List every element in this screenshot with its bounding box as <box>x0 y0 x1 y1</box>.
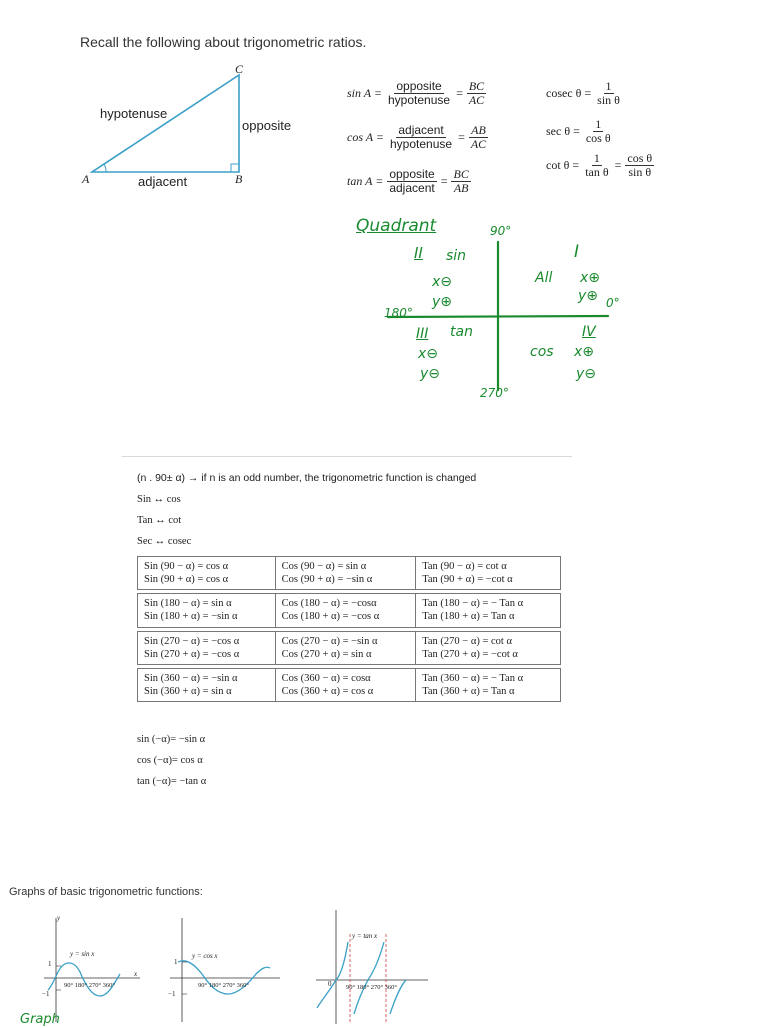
odd-n-note: (n . 90± α) → if n is an odd number, the trigonometric function is changed <box>137 472 477 484</box>
sin-graph <box>36 912 146 1024</box>
graphs-heading: Graphs of basic trigonometric functions: <box>9 886 203 898</box>
page-heading: Recall the following about trigonometric ratios. <box>80 34 367 50</box>
label-adjacent: adjacent <box>138 174 188 189</box>
q4-roman: IV <box>582 324 596 340</box>
q1-x: x⊕ <box>580 270 601 286</box>
tick-neg-one: −1 <box>42 990 50 998</box>
cos-graph <box>162 912 286 1024</box>
cos-curve-label: y = cos x <box>192 952 218 960</box>
sec-formula: sec θ = $\frac{1}{\text{cos θ}}$ <box>546 117 611 145</box>
q2-roman: II <box>414 244 423 262</box>
table-row <box>138 594 561 627</box>
q2-y: y⊕ <box>432 294 453 310</box>
table-cell: Sin (360 − α) = −sin α Sin (360 + α) = sin α <box>138 668 276 701</box>
table-cell: Cos (90 − α) = sin α Cos (90 + α) = −sin α <box>275 557 416 590</box>
tick-one: 1 <box>48 960 52 968</box>
sin-formula: sin A = $\frac{\text{opposite}}{\text{hypotenuse}}$ = $\frac{BC}{AC}$ <box>347 79 485 107</box>
table-row <box>138 668 561 701</box>
q3-y: y⊖ <box>420 366 441 382</box>
reduction-formulas-table <box>137 556 561 702</box>
sin-curve-label: y = sin x <box>70 950 95 958</box>
q2-fn: sin <box>446 248 467 264</box>
deg-90: 90° <box>490 224 512 238</box>
cosec-formula: cosec θ = $\frac{1}{\text{sin θ}}$ <box>546 79 620 107</box>
table-cell: Sin (270 − α) = −cos α Sin (270 + α) = −cos α <box>138 631 276 664</box>
table-cell: Tan (90 − α) = cot α Tan (90 + α) = −cot α <box>416 557 561 590</box>
vertex-c: C <box>235 62 244 76</box>
q3-x: x⊖ <box>418 346 439 362</box>
axis-x-label: x <box>134 970 138 978</box>
deg-270: 270° <box>480 386 509 400</box>
tan-curve-label: y = tan x <box>352 932 378 940</box>
table-cell: Sin (90 − α) = cos α Sin (90 + α) = cos α <box>138 557 276 590</box>
section-divider <box>122 456 572 457</box>
table-cell: Tan (360 − α) = − Tan α Tan (360 + α) = Tan α <box>416 668 561 701</box>
table-cell: Cos (180 − α) = −cosα Cos (180 + α) = −cos α <box>275 594 416 627</box>
handwritten-graph-note: Graph <box>20 1012 60 1027</box>
q1-roman: I <box>574 242 580 262</box>
deg-0: 0° <box>606 296 620 310</box>
label-hypotenuse: hypotenuse <box>100 106 168 121</box>
q4-y: y⊖ <box>576 366 597 382</box>
negative-cos: cos (−α)= cos α <box>137 755 203 766</box>
swap-tan-cot: Tan ↔ cot <box>137 515 182 526</box>
negative-sin: sin (−α)= −sin α <box>137 734 206 745</box>
table-cell: Cos (360 − α) = cosα Cos (360 + α) = cos α <box>275 668 416 701</box>
axis-y-label: y <box>57 914 61 922</box>
q4-fn: cos <box>530 344 554 360</box>
quadrant-title: Quadrant <box>356 216 437 236</box>
tick-zero: 0 <box>328 980 332 988</box>
label-opposite: opposite <box>242 118 292 133</box>
q2-x: x⊖ <box>432 274 453 290</box>
x-ticks: 90° 180° 270° 360° <box>346 984 398 991</box>
negative-tan: tan (−α)= −tan α <box>137 776 207 787</box>
q1-y: y⊕ <box>578 288 599 304</box>
x-ticks: 90° 180° 270° 360° <box>64 982 116 989</box>
deg-180: 180° <box>384 306 413 320</box>
table-cell: Tan (180 − α) = − Tan α Tan (180 + α) = Tan α <box>416 594 561 627</box>
tan-graph <box>312 904 432 1024</box>
q3-roman: III <box>416 326 429 342</box>
tick-neg-one: −1 <box>168 990 176 998</box>
table-cell: Cos (270 − α) = −sin α Cos (270 + α) = sin α <box>275 631 416 664</box>
cot-formula: cot θ = $\frac{1}{\text{tan θ}}$ = $\frac{\text{cos θ}}{\text{sin θ}}$ <box>546 151 653 179</box>
q1-fn: All <box>535 270 553 286</box>
swap-sec-cosec: Sec ↔ cosec <box>137 536 192 547</box>
vertex-b: B <box>235 172 243 186</box>
swap-sin-cos: Sin ↔ cos <box>137 494 181 505</box>
vertex-a: A <box>82 172 90 186</box>
cos-formula: cos A = $\frac{\text{adjacent}}{\text{hypotenuse}}$ = $\frac{AB}{AC}$ <box>347 123 487 151</box>
table-row <box>138 631 561 664</box>
table-cell: Sin (180 − α) = sin α Sin (180 + α) = −sin α <box>138 594 276 627</box>
table-cell: Tan (270 − α) = cot α Tan (270 + α) = −cot α <box>416 631 561 664</box>
x-ticks: 90° 180° 270° 360° <box>198 982 250 989</box>
q3-fn: tan <box>450 324 473 340</box>
q4-x: x⊕ <box>574 344 595 360</box>
table-row <box>138 557 561 590</box>
tick-one: 1 <box>174 958 178 966</box>
tan-formula: tan A = $\frac{\text{opposite}}{\text{adjacent}}$ = $\frac{BC}{AB}$ <box>347 167 469 195</box>
